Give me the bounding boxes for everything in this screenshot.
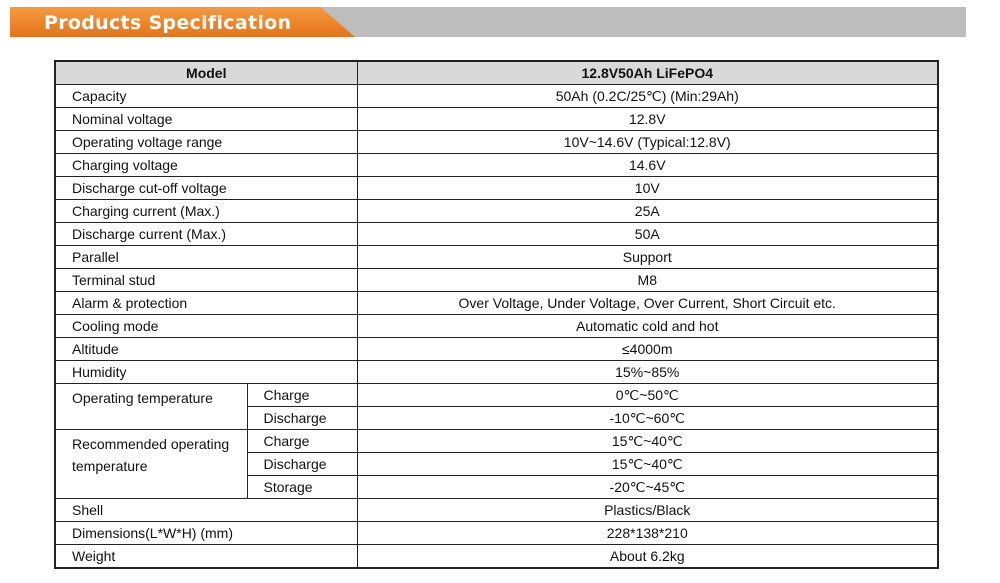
page-title: Products Specification	[44, 12, 292, 34]
row-value: 15℃~40℃	[357, 430, 938, 453]
table-header-row	[55, 61, 938, 85]
model-label: Model	[55, 61, 357, 85]
row-value: 12.8V	[357, 108, 938, 131]
table-row	[55, 200, 938, 223]
row-value: Automatic cold and hot	[357, 315, 938, 338]
row-label: Dimensions(L*W*H) (mm)	[55, 522, 357, 545]
row-value: M8	[357, 269, 938, 292]
table-row	[55, 545, 938, 569]
row-value: 228*138*210	[357, 522, 938, 545]
row-value: 10V	[357, 177, 938, 200]
spec-table	[54, 60, 939, 569]
table-row	[55, 223, 938, 246]
table-row	[55, 131, 938, 154]
table-row	[55, 246, 938, 269]
table-row	[55, 361, 938, 384]
model-value: 12.8V50Ah LiFePO4	[357, 61, 938, 85]
table-row	[55, 384, 938, 407]
row-value: 15℃~40℃	[357, 453, 938, 476]
sub-label: Discharge	[247, 453, 357, 476]
table-row	[55, 269, 938, 292]
row-label: Weight	[55, 545, 357, 569]
table-row	[55, 177, 938, 200]
table-row	[55, 522, 938, 545]
sub-label: Charge	[247, 430, 357, 453]
row-value: 25A	[357, 200, 938, 223]
row-value: 50Ah (0.2C/25℃) (Min:29Ah)	[357, 85, 938, 108]
table-row	[55, 430, 938, 453]
table-row	[55, 85, 938, 108]
row-value: About 6.2kg	[357, 545, 938, 569]
table-row	[55, 315, 938, 338]
row-label: Discharge cut-off voltage	[55, 177, 357, 200]
row-value: 14.6V	[357, 154, 938, 177]
row-label: Discharge current (Max.)	[55, 223, 357, 246]
row-label: Parallel	[55, 246, 357, 269]
row-value: 15%~85%	[357, 361, 938, 384]
row-label: Humidity	[55, 361, 357, 384]
table-row	[55, 108, 938, 131]
row-label: Operating voltage range	[55, 131, 357, 154]
row-value: Over Voltage, Under Voltage, Over Current, Short Circuit etc.	[357, 292, 938, 315]
row-label: Nominal voltage	[55, 108, 357, 131]
row-value: 10V~14.6V (Typical:12.8V)	[357, 131, 938, 154]
sub-label: Storage	[247, 476, 357, 499]
recommended-temperature-label: Recommended operating temperature	[55, 430, 247, 499]
row-label: Altitude	[55, 338, 357, 361]
table-row	[55, 338, 938, 361]
table-row	[55, 292, 938, 315]
row-value: 50A	[357, 223, 938, 246]
operating-temperature-label: Operating temperature	[55, 384, 247, 430]
row-value: Support	[357, 246, 938, 269]
row-value: -20℃~45℃	[357, 476, 938, 499]
row-label: Alarm & protection	[55, 292, 357, 315]
sub-label: Discharge	[247, 407, 357, 430]
row-value: -10℃~60℃	[357, 407, 938, 430]
table-row	[55, 154, 938, 177]
row-value: ≤4000m	[357, 338, 938, 361]
row-label: Cooling mode	[55, 315, 357, 338]
row-label: Charging current (Max.)	[55, 200, 357, 223]
row-label: Shell	[55, 499, 357, 522]
row-value: 0℃~50℃	[357, 384, 938, 407]
row-label: Capacity	[55, 85, 357, 108]
row-label: Terminal stud	[55, 269, 357, 292]
row-label: Charging voltage	[55, 154, 357, 177]
sub-label: Charge	[247, 384, 357, 407]
row-value: Plastics/Black	[357, 499, 938, 522]
table-row	[55, 499, 938, 522]
